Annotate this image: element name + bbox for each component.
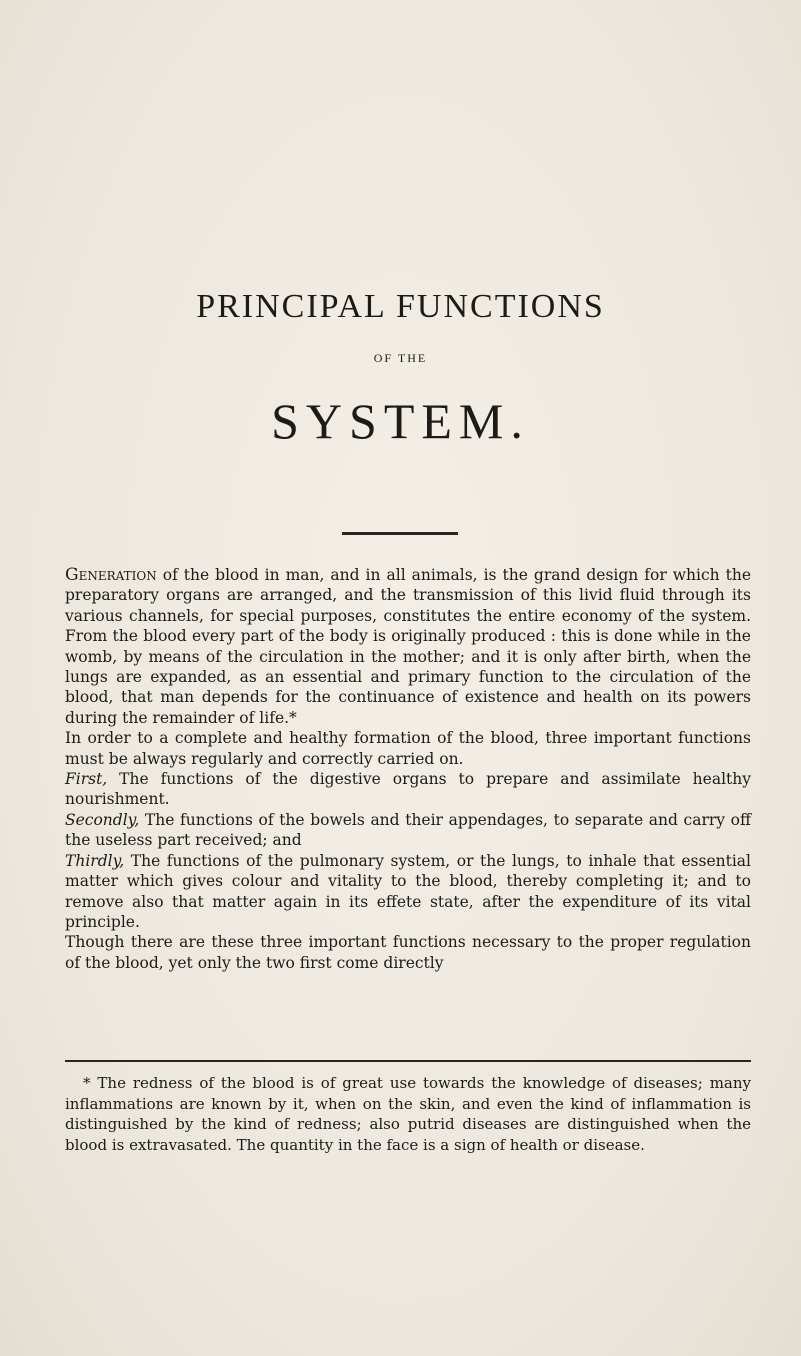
heading-title: PRINCIPAL FUNCTIONS [196,288,605,325]
paragraph-4 [65,810,751,851]
footnote-rule [65,1060,751,1062]
heading-system: SYSTEM. [271,393,530,449]
paragraph-3 [65,769,751,810]
lead-word-first: First, [65,770,108,789]
paragraph-2: In order to a complete and healthy formation of the blood, three important functions must be always regularly and correctly carried on. [65,729,751,768]
lead-word-generation: Generation [65,565,157,585]
lead-word-secondly: Secondly, [65,810,140,829]
paragraph-3-text: The functions of the digestive organs to prepare and assimilate healthy nourishment. [65,770,751,809]
paragraph-5-text: The functions of the pulmonary system, or the lungs, to inhale that essential matter which gives colour and vitality to the blood, thereby completing it; and to remove also that matter again in its effete state, after the expenditure of its vital principle. [65,851,751,931]
paragraph-1-text: of the blood in man, and in all animals, is the grand design for which the preparatory organs are arranged, and the transmission of this livid fluid through its various channels, for special purposes, constitutes the entire economy of the system. From the blood every part of the body is originally produced : this is done while in the womb, by means of the circulation in the mother; and it is only after birth, when the lungs are expanded, as an essential and primary function to the circulation of the blood, that man depends for the continuance of existence and health on its powers during the remainder of life.* [65,566,751,727]
paragraph-4-text: The functions of the bowels and their appendages, to separate and carry off the useless part received; and [65,810,751,850]
footnote [65,1073,751,1155]
heading-of-the: OF THE [373,351,428,365]
paragraph-5 [65,851,751,933]
paragraph-1 [65,565,751,728]
lead-word-thirdly: Thirdly, [65,851,125,870]
body-text [65,565,751,973]
footnote-marker: * [83,1074,91,1092]
chapter-heading [0,288,801,449]
paragraph-6: Though there are these three important functions necessary to the proper regulation of the blood, yet only the two first come directly [65,933,751,972]
footnote-text: The redness of the blood is of great use towards the knowledge of diseases; many inflammations are known by it, when on the skin, and even the kind of inflammation is distinguished by the kind of redness; also putrid diseases are distinguished when the blood is extravasated. The quantity in the face is a sign of health or disease. [65,1074,751,1154]
heading-rule [342,532,458,535]
